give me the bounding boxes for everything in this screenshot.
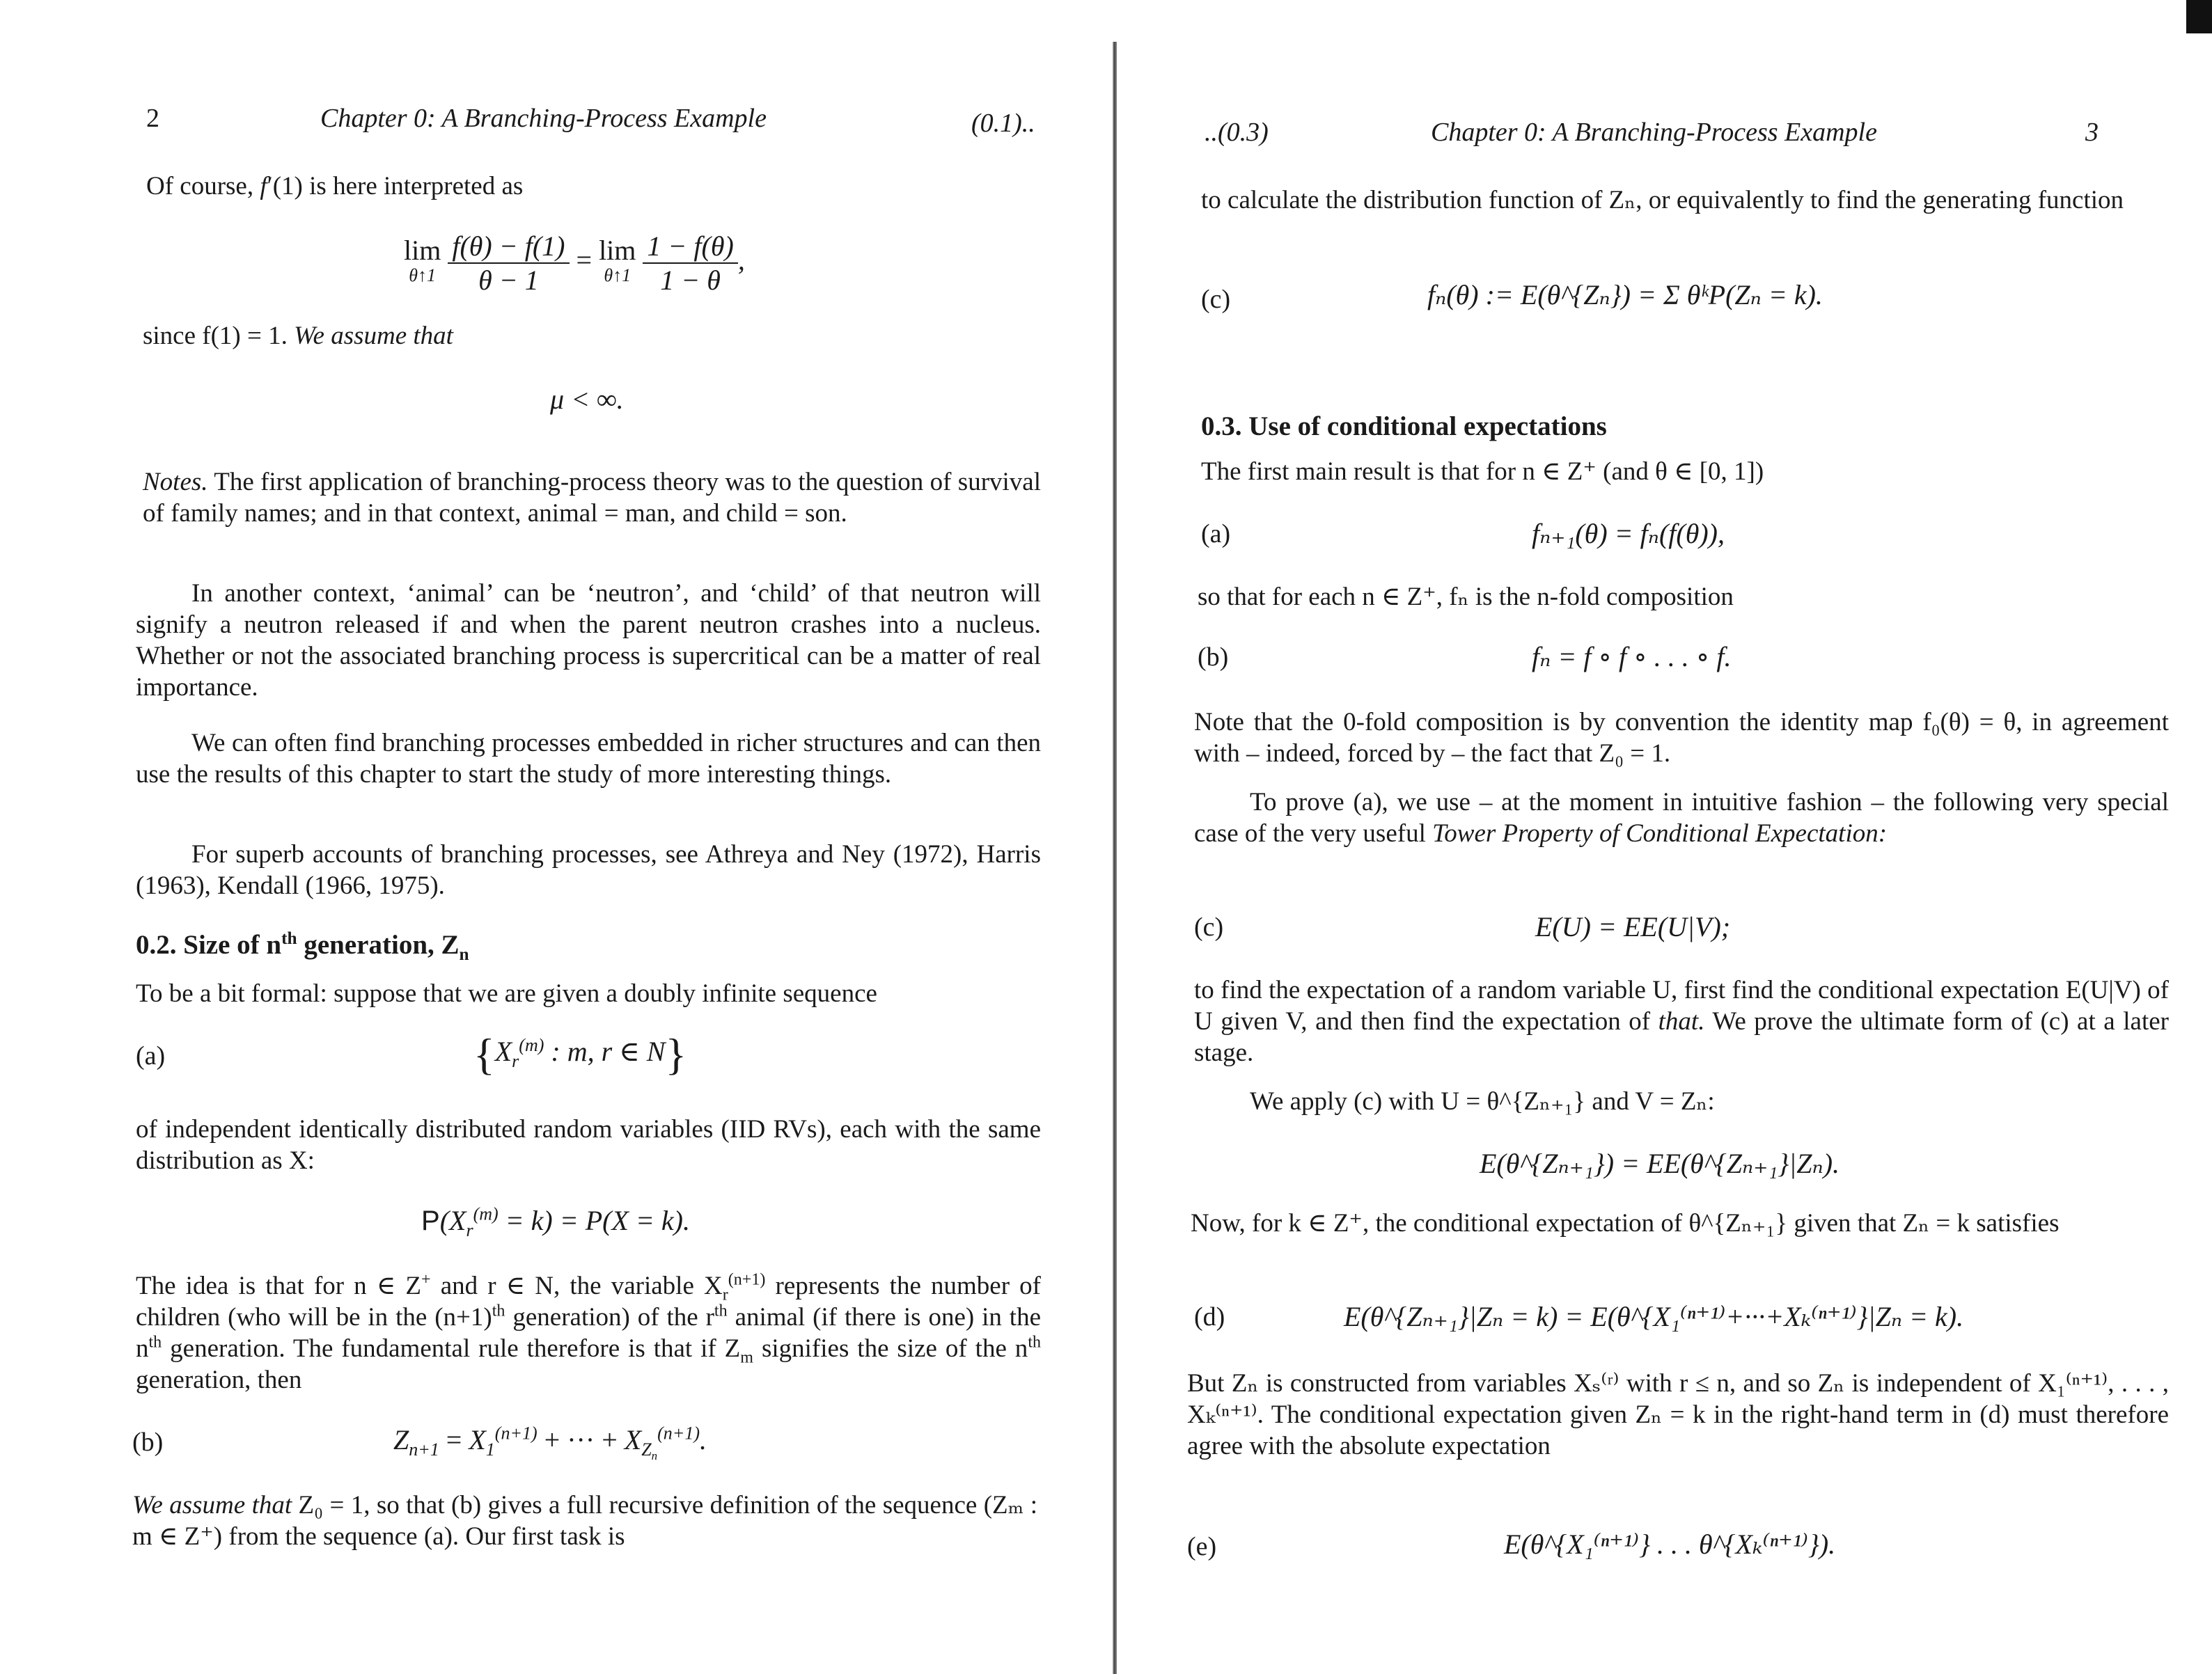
paragraph-to-find: to find the expectation of a random variable U, first find the conditional expectation E(U|V) of U given V, and then find the expectation of that. We prove the ultimate form of (c) at a later stage. (1194, 976, 2170, 1067)
running-head-right: Chapter 0: A Branching-Process Example (1431, 118, 1877, 147)
running-head-left: Chapter 0: A Branching-Process Example (320, 104, 767, 133)
equation-generating-function: fₙ(θ) := E(θ^{Zₙ}) = Σ θᵏP(Zₙ = k). (1427, 279, 1823, 310)
equation-composition-step: fₙ₊₁(θ) = fₙ(f(θ)), (1532, 518, 1725, 549)
equation-label-a-right: (a) (1201, 519, 1231, 548)
equation-sequence: {$X_r^{(m)}$ : m, r ∈ N} (473, 1029, 687, 1079)
equation-label-c2-right: (c) (1194, 913, 1224, 942)
equation-label-b-left: (b) (132, 1428, 164, 1457)
equation-absolute-expectation: E(θ^{X₁⁽ⁿ⁺¹⁾} . . . θ^{Xₖ⁽ⁿ⁺¹⁾}). (1504, 1529, 1836, 1560)
right-page (1128, 0, 2212, 1674)
paragraph-nfold: so that for each n ∈ Z⁺, fₙ is the n-fold composition (1198, 583, 1734, 611)
page-number-left: 2 (146, 104, 159, 133)
book-spine (1113, 42, 1117, 1674)
equation-mu: μ < ∞. (550, 384, 624, 415)
equation-probability: $P(X_r^{(m)} = k) = P(X = k)$. (421, 1203, 690, 1240)
equation-label-c-right: (c) (1201, 285, 1231, 314)
section-ref-left: (0.1).. (971, 109, 1035, 138)
paragraph-now: Now, for k ∈ Z⁺, the conditional expectation of θ^{Zₙ₊₁} given that Zₙ = k satisfies (1191, 1209, 2060, 1238)
equation-label-a-left: (a) (136, 1041, 166, 1071)
paragraph-notes: Notes. The first application of branching-process theory was to the question of survival of family names; and in that context, animal = man, and child = son. (143, 468, 1041, 528)
paragraph-since: since f(1) = 1. We assume that (143, 322, 453, 350)
equation-recursion: $Z_{n+1} = X_1^{(n+1)}$ + ··· + $X_{Z_n}^{(n+1)}$. (393, 1423, 707, 1463)
equation-label-b-right: (b) (1198, 642, 1229, 672)
paragraph-formal: To be a bit formal: suppose that we are given a doubly infinite sequence (136, 979, 877, 1008)
paragraph-identity-map: Note that the 0-fold composition is by convention the identity map f₀(θ) = θ, in agreement with – indeed, forced by – the fact that Z₀ = 1. (1194, 708, 2169, 768)
paragraph-idea: The idea is that for n ∈ Z+ and r ∈ N, the variable $X_r^{(n+1)}$ represents the number of children (who will be in the $(n+1)^{th}$ generation) of the $r^{th}$ animal (if there is one) in the $n^{th}$ generation. The fundamental rule therefore is that if $Z_m$ signifies the size of the $n^{th}$ generation, then (136, 1270, 1042, 1394)
equation-label-d-right: (d) (1194, 1302, 1225, 1332)
paragraph-main-result: The first main result is that for n ∈ Z⁺ (and θ ∈ [0, 1]) (1201, 457, 1764, 486)
paragraph-neutron: In another context, ‘animal’ can be ‘neutron’, and ‘child’ of that neutron will signify a neutron released if and when the parent neutron crashes into a nucleus. Whether or not the associated branching process is supercritical can be a matter of real importance. (136, 579, 1041, 702)
equation-apply: E(θ^{Zₙ₊₁}) = EE(θ^{Zₙ₊₁}|Zₙ). (1480, 1148, 1840, 1179)
paragraph-to-prove: To prove (a), we use – at the moment in intuitive fashion – the following very special case of the very useful Tower Property of Conditional Expectation: (1194, 788, 2169, 848)
paragraph-apply: We apply (c) with U = θ^{Zₙ₊₁} and V = Zₙ: (1250, 1087, 1715, 1116)
paragraph-calculate: to calculate the distribution function of Zₙ, or equivalently to find the generating function (1201, 186, 2124, 214)
equation-conditional: E(θ^{Zₙ₊₁}|Zₙ = k) = E(θ^{X₁⁽ⁿ⁺¹⁾+···+Xₖ⁽ⁿ⁺¹⁾}|Zₙ = k). (1344, 1301, 1964, 1332)
equation-tower-property: E(U) = EE(U|V); (1535, 911, 1731, 942)
section-ref-right: ..(0.3) (1205, 118, 1269, 147)
section-heading-0-3: 0.3. Use of conditional expectations (1201, 411, 1607, 441)
equation-label-e-right: (e) (1187, 1532, 1217, 1561)
equation-nfold-composition: fₙ = f ∘ f ∘ . . . ∘ f. (1532, 641, 1732, 672)
paragraph-richer-structures: We can often find branching processes embedded in richer structures and can then use the results of this chapter to start the study of more interesting things. (136, 729, 1041, 789)
paragraph-of-course: Of course, f′(1) is here interpreted as (146, 172, 524, 200)
section-heading-0-2: 0.2. Size of $n^{th}$ generation, $Z_n$ (136, 929, 469, 964)
paragraph-iid: of independent identically distributed random variables (IID RVs), each with the same distribution as X: (136, 1115, 1041, 1175)
paragraph-superb-accounts: For superb accounts of branching processes, see Athreya and Ney (1972), Harris (1963), Kendall (1966, 1975). (136, 840, 1041, 900)
page-number-right: 3 (2085, 118, 2099, 147)
equation-limit: lim θ↑1 $\frac{f(\theta) - f(1)}{\theta - 1}$ = lim θ↑1 $\frac{1 - f(\theta)}{1 - \theta}$ , (404, 230, 745, 296)
paragraph-assume-z0: We assume that Z₀ = 1, so that (b) gives a full recursive definition of the sequence (Zₘ : m ∈ Z⁺) from the sequence (a). Our first task is (132, 1491, 1037, 1551)
paragraph-but: But Zₙ is constructed from variables Xₛ⁽ʳ⁾ with r ≤ n, and so Zₙ is independent of X₁⁽ⁿ⁺¹⁾, . . . , Xₖ⁽ⁿ⁺¹⁾. The conditional expectation given Zₙ = k in the right-hand term in (d) must therefore agree with the absolute expectation (1187, 1369, 2169, 1460)
